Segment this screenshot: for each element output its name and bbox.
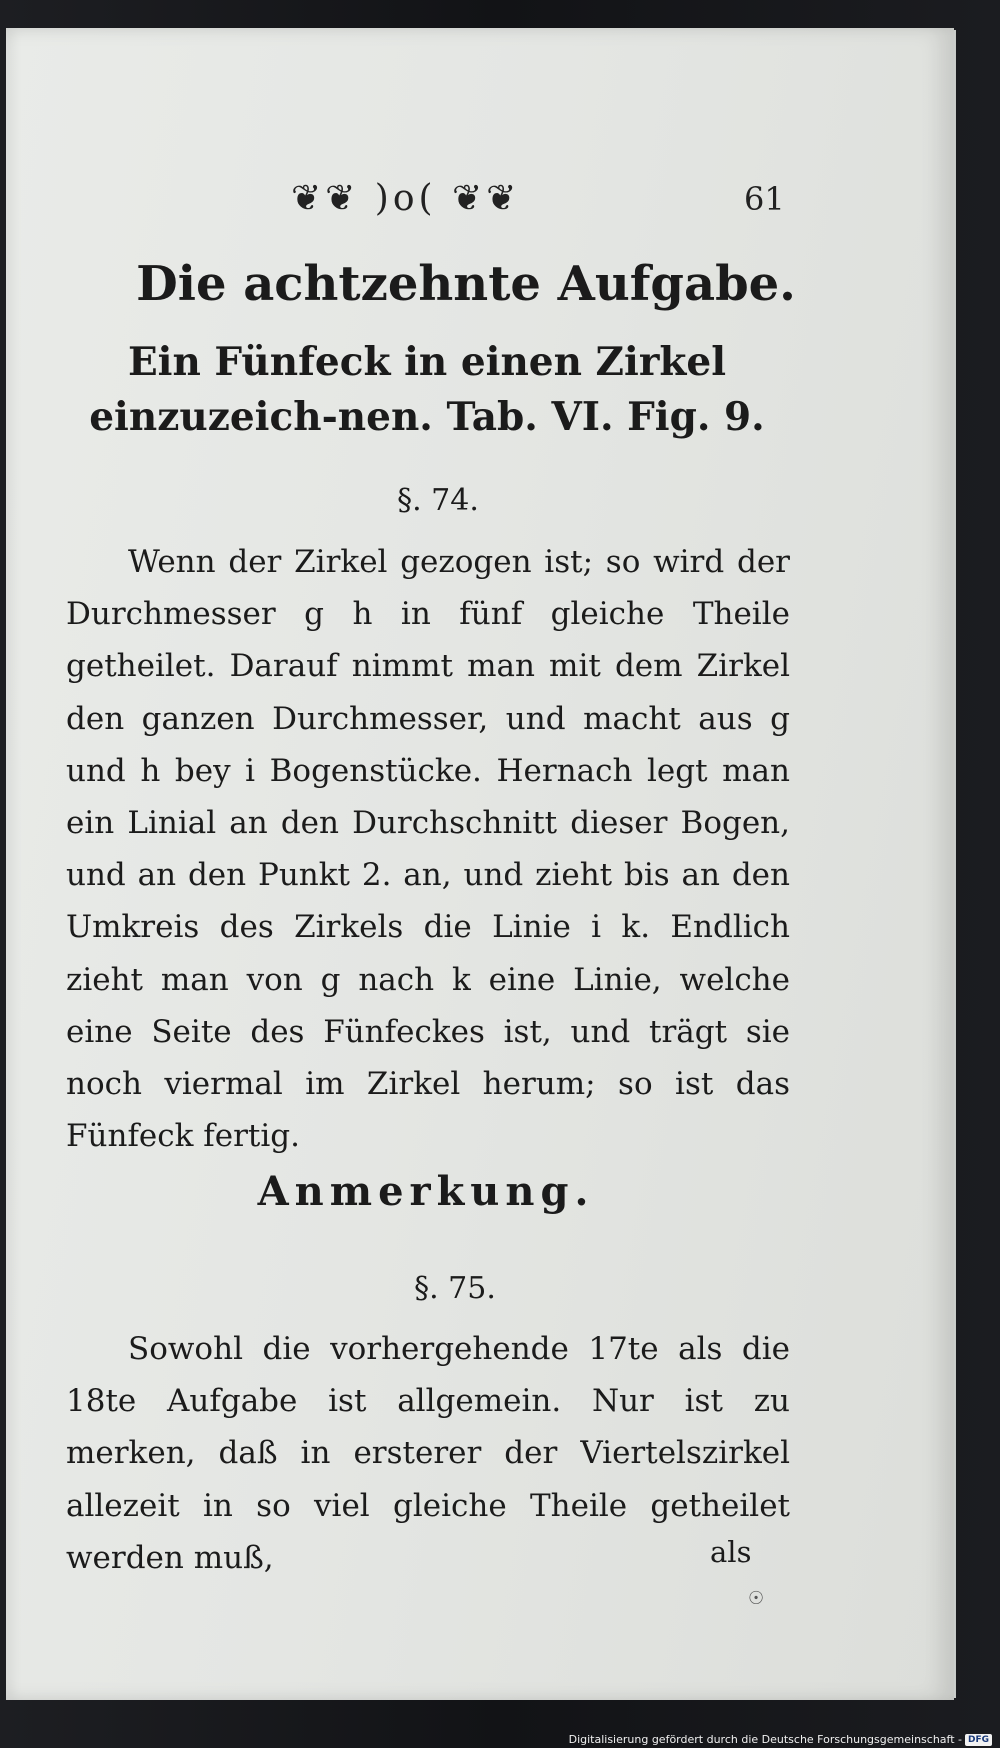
section-75-text: Sowohl die vorhergehende 17te als die 18te Aufgabe ist allgemein. Nur ist zu merken, daß in ersterer der Viertelszirkel allezeit in so viel gleiche Theile getheilet werden muß, <box>66 1331 790 1576</box>
catchword: als <box>710 1535 752 1569</box>
footer-credit <box>569 1733 992 1746</box>
book-page <box>6 28 954 1700</box>
section-sign-75: §. 75. <box>414 1271 496 1306</box>
dfg-logo: DFG <box>965 1734 992 1746</box>
section-74-text: Wenn der Zirkel gezogen ist; so wird der Durchmesser g h in fünf gleiche Theile getheilet. Darauf nimmt man mit dem Zirkel den ganzen Durchmesser, und macht aus g und h bey i Bogenstücke. Hernach legt man ein Linial an den Durchschnitt dieser Bogen, und an den Punkt 2. an, und zieht bis an den Umkreis des Zirkels die Linie i k. Endlich zieht man von g nach k eine Linie, welche eine Seite des Fünfeckes ist, und trägt sie noch viermal im Zirkel herum; so ist das Fünfeck fertig. <box>66 544 790 1155</box>
ornament: ❦❦ )o( ❦❦ <box>291 178 521 219</box>
page-title: Die achtzehnte Aufgabe. <box>136 256 796 312</box>
section-sign-74: §. 74. <box>397 483 479 518</box>
remark-heading: Anmerkung. <box>257 1168 595 1215</box>
page-subtitle: Ein Fünfeck in einen Zirkel einzuzeich-nen. Tab. VI. Fig. 9. <box>89 339 765 440</box>
page-mark: ☉ <box>748 1588 765 1609</box>
running-head <box>6 178 954 218</box>
page-number: 61 <box>744 180 785 218</box>
footer-credit-text: Digitalisierung gefördert durch die Deutsche Forschungsgemeinschaft - <box>568 1733 962 1746</box>
